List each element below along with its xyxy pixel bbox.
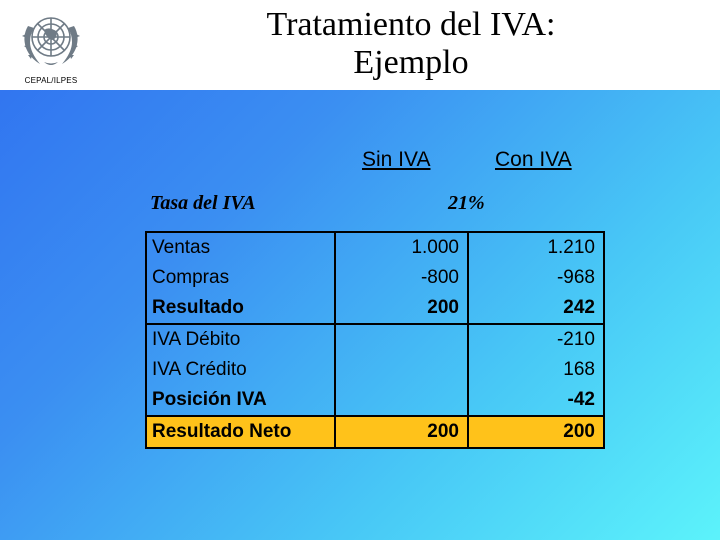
- sin-iva-cell: 1.000: [335, 232, 468, 263]
- table-row: [146, 324, 604, 355]
- column-header-sin-iva: Sin IVA: [362, 148, 431, 171]
- sin-iva-cell: [335, 355, 468, 385]
- con-iva-cell: 200: [468, 416, 604, 448]
- slide-header: [0, 0, 720, 90]
- title-line-1: Tratamiento del IVA:: [266, 6, 556, 43]
- sin-iva-cell: -800: [335, 263, 468, 293]
- sin-iva-cell: [335, 324, 468, 355]
- logo-area: [0, 0, 102, 90]
- table-row: [146, 385, 604, 416]
- row-label: Compras: [146, 263, 335, 293]
- iva-table: [145, 231, 605, 449]
- table-row: [146, 232, 604, 263]
- con-iva-cell: 168: [468, 355, 604, 385]
- row-label: Ventas: [146, 232, 335, 263]
- table-row-highlighted: [146, 416, 604, 448]
- logo-caption: CEPAL/ILPES: [24, 76, 78, 85]
- tasa-label: Tasa del IVA: [150, 192, 256, 214]
- table-row: [146, 355, 604, 385]
- un-emblem-icon: [16, 6, 86, 72]
- table-row: [146, 263, 604, 293]
- tasa-value: 21%: [448, 192, 485, 214]
- table-row: [146, 293, 604, 324]
- con-iva-cell: -42: [468, 385, 604, 416]
- con-iva-cell: 242: [468, 293, 604, 324]
- row-label: IVA Crédito: [146, 355, 335, 385]
- sin-iva-cell: 200: [335, 293, 468, 324]
- sin-iva-cell: 200: [335, 416, 468, 448]
- con-iva-cell: -968: [468, 263, 604, 293]
- row-label: Resultado: [146, 293, 335, 324]
- con-iva-cell: 1.210: [468, 232, 604, 263]
- slide-title: [102, 6, 720, 82]
- row-label: Posición IVA: [146, 385, 335, 416]
- title-area: [102, 0, 720, 90]
- title-line-2: Ejemplo: [353, 44, 469, 81]
- row-label: IVA Débito: [146, 324, 335, 355]
- con-iva-cell: -210: [468, 324, 604, 355]
- row-label: Resultado Neto: [146, 416, 335, 448]
- sin-iva-cell: [335, 385, 468, 416]
- column-header-con-iva: Con IVA: [495, 148, 572, 171]
